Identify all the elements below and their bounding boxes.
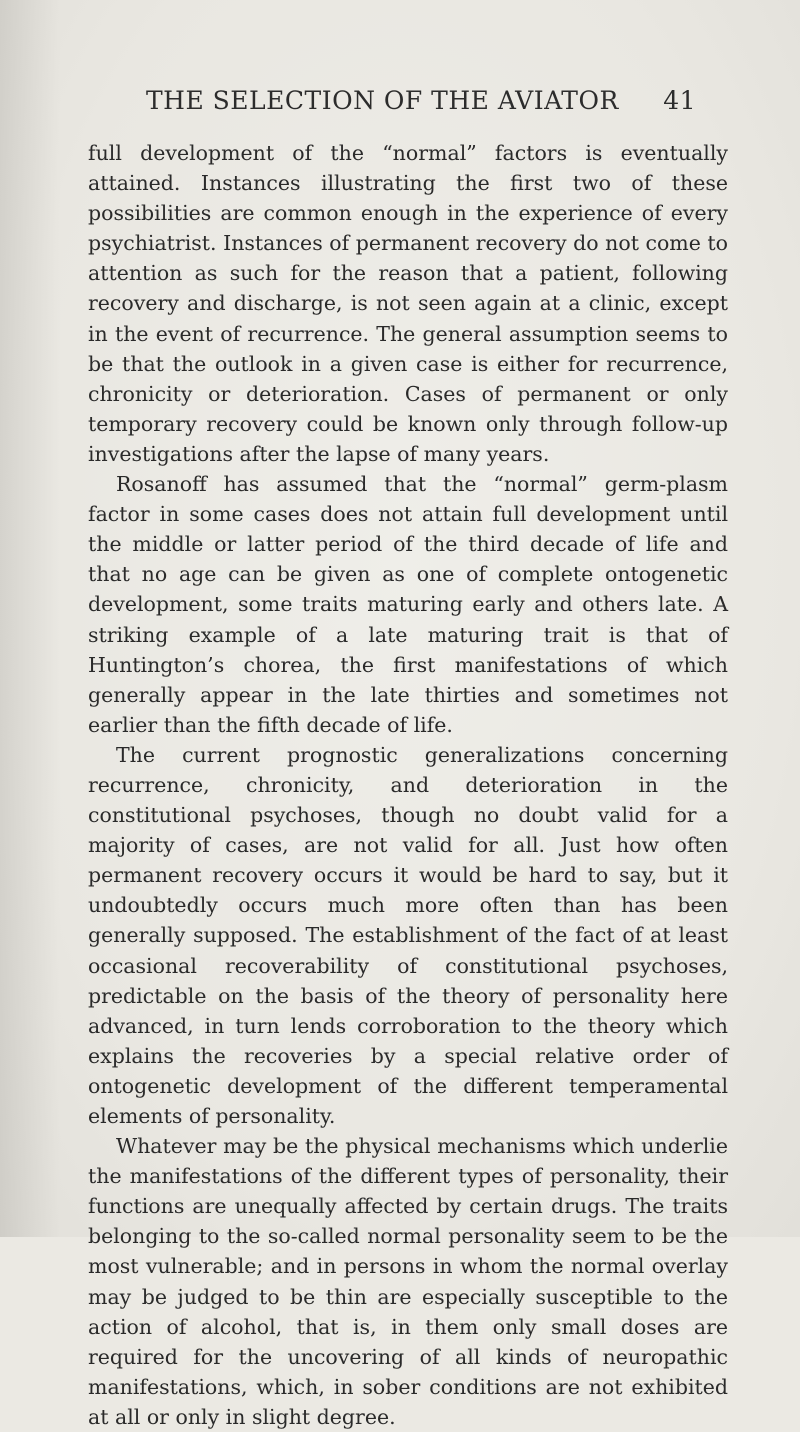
running-head: THE SELECTION OF THE AVIATOR (146, 86, 619, 115)
page-header (146, 86, 696, 122)
page-number: 41 (663, 86, 696, 115)
paragraph-prognostic: The current prognostic generalizations concerning recurrence, chronicity, and deterioration in the constitutional psychoses, though no doubt valid for a majority of cases, are not valid for all. Just how often permanent recovery occurs it would be hard to say, but it undoubtedly occurs much more often than has been generally supposed. The establishment of the fact of at least occasional recoverability of constitutional psychoses, predictable on the basis of the theory of personality here advanced, in turn lends corroboration to the theory which explains the recoveries by a special relative order of ontogenetic development of the different temperamental elements of personality. (88, 742, 728, 1128)
paragraph-drugs: Whatever may be the physical mechanisms which underlie the manifestations of the different types of personality, their functions are unequally affected by certain drugs. The traits belonging to the so-called normal personality seem to be the most vulnerable; and in persons in whom the normal overlay may be judged to be thin are especially susceptible to the action of alcohol, that is, in them only small doses are required for the uncovering of all kinds of neuropathic manifestations, which, in sober conditions are not exhibited at all or only in slight degree. (88, 1134, 728, 1429)
paragraph-continued: full development of the “normal” factors is eventually attained. Instances illustrating the first two of these possibilities are common enough in the experience of every psychiatrist. Instances of permanent recovery do not come to attention as such for the reason that a patient, following recovery and discharge, is not seen again at a clinic, except in the event of recurrence. The general assumption seems to be that the outlook in a given case is either for recurrence, chronicity or deterioration. Cases of permanent or only temporary recovery could be known only through follow-up investigations after the lapse of many years. (88, 141, 728, 466)
page-gutter-shadow (0, 0, 60, 1237)
paragraph-rosanoff: Rosanoff has assumed that the “normal” germ-plasm factor in some cases does not attain full development until the middle or latter period of the third decade of life and that no age can be given as one of complete ontogenetic development, some traits maturing early and others late. A striking example of a late maturing trait is that of Huntington’s chorea, the first manifestations of which generally appear in the late thirties and sometimes not earlier than the fifth decade of life. (88, 472, 728, 737)
body-text (88, 138, 728, 1432)
